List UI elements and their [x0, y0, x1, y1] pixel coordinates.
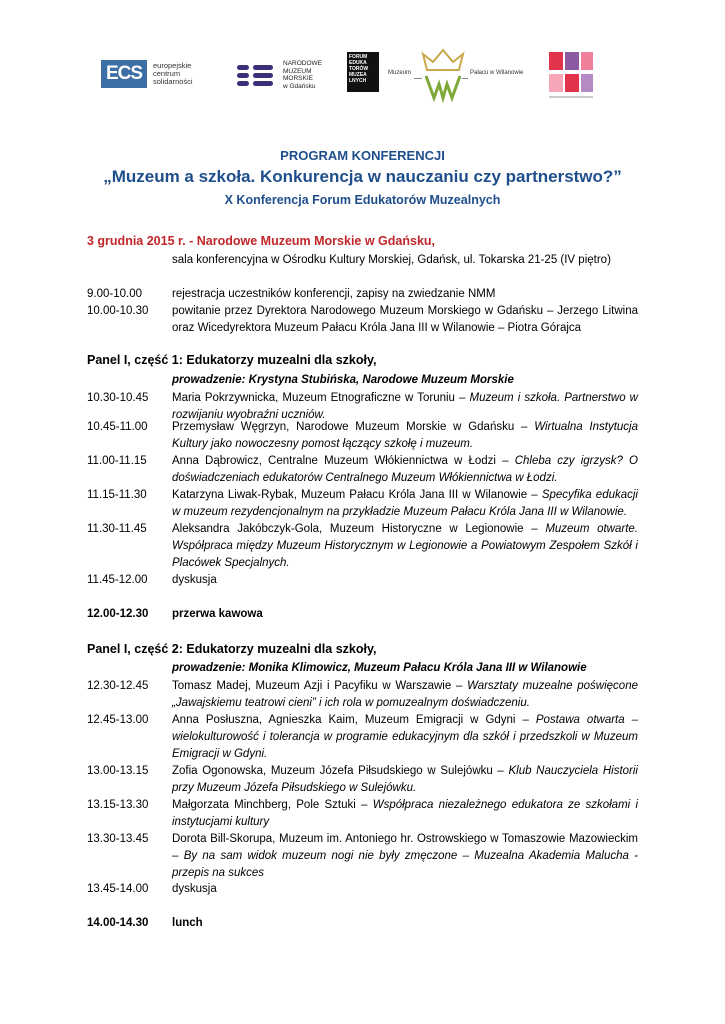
wilanow-left-text: Muzeum — [388, 70, 412, 76]
schedule-row — [87, 303, 638, 337]
forum-edukatorow-logo — [347, 52, 379, 92]
ecs-line: solidarności — [153, 77, 193, 86]
speaker: Małgorzata Minchberg, Pole Sztuki – — [172, 799, 373, 811]
speaker: dyskusja — [172, 574, 217, 586]
time-slot: 10.45-11.00 — [87, 421, 148, 433]
schedule-row — [87, 881, 638, 898]
time-slot: 10.00-10.30 — [87, 305, 149, 317]
break-label: przerwa kawowa — [172, 608, 263, 620]
time-slot: 13.15-13.30 — [87, 799, 149, 811]
wilanow-right-text: Pałacu w Wilanowie — [470, 70, 524, 76]
logo-bar — [0, 44, 725, 114]
item-text: rejestracja uczestników konferencji, zapisy na zwiedzanie NMM — [172, 288, 496, 300]
talk-topic: Warsztaty muzealne poświęcone „Jawajskiemu teatrowi cieni” i ich rola w pomuzealnym doświadczeniu. — [172, 680, 638, 709]
wave-icon — [237, 61, 275, 89]
talk-topic: Chleba czy igrzysk? O doświadczeniach edukatorów Centralnego Muzeum Włókiennictwa w Łodzi. — [172, 455, 638, 484]
time-slot: 13.45-14.00 — [87, 883, 149, 895]
time-slot: 12.00-12.30 — [87, 608, 149, 620]
schedule-row — [87, 797, 638, 831]
time-slot: 13.00-13.15 — [87, 765, 149, 777]
program-heading: PROGRAM KONFERENCJI — [280, 148, 445, 163]
talk-topic: By na sam widok muzeum nogi nie były zmęczone – Muzealna Akademia Malucha - przepis na sukces — [172, 850, 638, 879]
schedule-row — [87, 572, 638, 589]
nmw-logo — [547, 48, 597, 104]
event-date: 3 grudnia 2015 r. - Narodowe Muzeum Morskie w Gdańsku, — [87, 234, 436, 248]
speaker: Tomasz Madej, Muzeum Azji i Pacyfiku w Warszawie – — [172, 680, 468, 692]
speaker: Zofia Ogonowska, Muzeum Józefa Piłsudskiego w Sulejówku – — [172, 765, 509, 777]
speaker: Maria Pokrzywnicka, Muzeum Etnograficzne w Toruniu – — [172, 392, 470, 404]
lunch-break — [87, 917, 203, 929]
panel-2-moderator: prowadzenie: Monika Klimowicz, Muzeum Pałacu Króla Jana III w Wilanowie — [172, 662, 587, 674]
wilanow-logo — [388, 48, 530, 103]
speaker: Przemysław Węgrzyn, Narodowe Muzeum Morskie w Gdańsku – — [172, 421, 535, 433]
fem-line: MUZEA — [349, 72, 367, 78]
talk-topic: Wirtualna Instytucja Kultury jako nowoczesny pomost łączący szkołę i muzeum. — [172, 421, 639, 450]
break-label: lunch — [172, 917, 203, 929]
speaker: dyskusja — [172, 883, 217, 895]
talk-topic: Klub Nauczyciela Historii przy Muzeum Józefa Piłsudskiego w Sulejówku. — [172, 765, 638, 794]
fem-line: FORUM — [349, 54, 368, 60]
talk-topic: Współpraca niezależnego edukatora ze szkołami i instytucjami kultury — [172, 799, 638, 828]
time-slot: 14.00-14.30 — [87, 917, 149, 929]
conference-subtitle: X Konferencja Forum Edukatorów Muzealnych — [224, 193, 501, 207]
ecs-mark: ECS — [101, 60, 147, 88]
talk-topic: Muzeum i szkoła. Partnerstwo w rozwijaniu wyobraźni uczniów. — [172, 392, 638, 421]
ecs-logo — [101, 60, 193, 88]
schedule-row — [87, 521, 638, 572]
speaker: Anna Dąbrowicz, Centralne Muzeum Włókiennictwa w Łodzi – — [172, 455, 515, 467]
fem-line: TORÓW — [349, 66, 369, 72]
schedule-row — [87, 487, 638, 521]
time-slot: 12.30-12.45 — [87, 680, 149, 692]
talk-topic: Specyfika edukacji w muzeum rezydencjonalnym na przykładzie Muzeum Pałacu Króla Jana III w Wilanowie. — [172, 489, 638, 518]
time-slot: 11.00-11.15 — [87, 455, 147, 467]
time-slot: 10.30-10.45 — [87, 392, 149, 404]
time-slot: 11.15-11.30 — [87, 489, 147, 501]
event-venue: sala konferencyjna w Ośrodku Kultury Morskiej, Gdańsk, ul. Tokarska 21-25 (IV piętro) — [172, 254, 611, 266]
nmm-line: MORSKIE — [283, 75, 313, 82]
talk-topic: Muzeum otwarte. Współpraca między Muzeum Historycznym w Legionowie a Powiatowym Zespołem Szkół i Placówek Specjalnych. — [172, 523, 638, 569]
time-slot: 9.00-10.00 — [87, 288, 142, 300]
nmm-line: w Gdańsku — [283, 82, 316, 90]
time-slot: 11.30-11.45 — [87, 523, 147, 535]
panel-1-moderator: prowadzenie: Krystyna Stubińska, Narodowe Muzeum Morskie — [172, 374, 514, 386]
time-slot: 12.45-13.00 — [87, 714, 149, 726]
conference-title: „Muzeum a szkoła. Konkurencja w nauczaniu czy partnerstwo?” — [103, 167, 622, 186]
coffee-break — [87, 608, 263, 620]
ecs-line: centrum — [153, 69, 181, 78]
schedule-row — [87, 286, 638, 303]
speaker: Aleksandra Jakóbczyk-Gola, Muzeum Historyczne w Legionowie – — [172, 523, 546, 535]
time-slot: 13.30-13.45 — [87, 833, 149, 845]
speaker: Anna Posłuszna, Agnieszka Kaim, Muzeum Emigracji w Gdyni – — [172, 714, 536, 726]
schedule-row — [87, 763, 638, 797]
nmm-line: NARODOWE — [283, 60, 322, 67]
speaker: Dorota Bill-Skorupa, Muzeum im. Antoniego hr. Ostrowskiego w Tomaszowie Mazowieckim – — [172, 833, 638, 862]
schedule-row — [87, 453, 638, 487]
fem-line: LNYCH — [349, 78, 367, 84]
fem-line: EDUKA — [349, 60, 367, 66]
time-slot: 11.45-12.00 — [87, 574, 148, 586]
nmm-logo — [237, 60, 322, 90]
ecs-line: europejskie — [153, 61, 192, 70]
schedule-row — [87, 419, 638, 453]
talk-topic: Postawa otwarta – wielokulturowość i tolerancja w programie edukacyjnym dla szkół i przedszkoli w Muzeum Emigracji w Gdyni. — [172, 714, 639, 760]
panel-1-title: Panel I, część 1: Edukatorzy muzealni dla szkoły, — [87, 353, 377, 367]
panel-2-title: Panel I, część 2: Edukatorzy muzealni dla szkoły, — [87, 642, 377, 656]
crown-icon — [418, 48, 468, 103]
schedule-row — [87, 712, 638, 763]
schedule-row — [87, 831, 638, 882]
nmm-line: MUZEUM — [283, 67, 312, 75]
speaker: Katarzyna Liwak-Rybak, Muzeum Pałacu Króla Jana III w Wilanowie – — [172, 489, 542, 501]
schedule-row — [87, 678, 638, 712]
item-text: powitanie przez Dyrektora Narodowego Muzeum Morskiego w Gdańsku – Jerzego Litwina oraz Wicedyrektora Muzeum Pałacu Króla Jana III w Wilanowie – Piotra Górajca — [172, 305, 638, 334]
